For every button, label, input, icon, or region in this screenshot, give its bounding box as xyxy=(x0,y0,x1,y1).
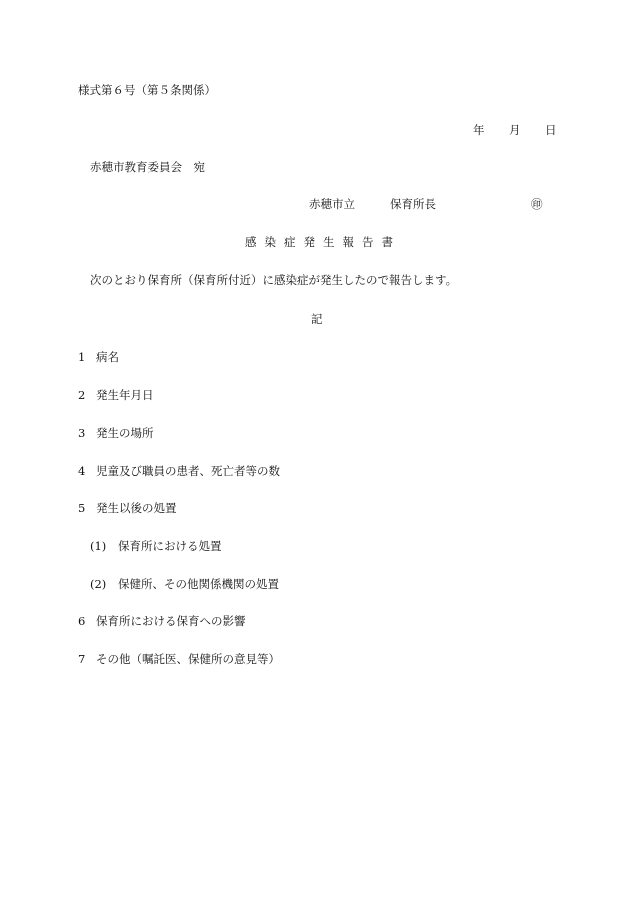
date-day-label: 日 xyxy=(545,123,557,137)
item-text: 発生年月日 xyxy=(96,388,154,402)
document-title: 感染症発生報告書 xyxy=(245,235,401,249)
item-number: 4 xyxy=(78,464,86,478)
ki-heading: 記 xyxy=(311,312,323,326)
form-number-label: 様式第６号（第５条関係） xyxy=(78,83,216,97)
seal-mark: ㊞ xyxy=(531,197,543,211)
item-text: 保育所における処置 xyxy=(118,539,222,553)
sender-title: 保育所長 xyxy=(390,197,436,211)
item-text: その他（嘱託医、保健所の意見等） xyxy=(96,652,280,666)
addressee: 赤穂市教育委員会 宛 xyxy=(90,160,205,174)
item-number: 3 xyxy=(78,426,86,440)
item-text: 病名 xyxy=(96,350,119,364)
intro-text: 次のとおり保育所（保育所付近）に感染症が発生したので報告します。 xyxy=(90,273,458,287)
item-text: 保健所、その他関係機関の処置 xyxy=(118,577,279,591)
sender-organization: 赤穂市立 xyxy=(309,197,355,211)
item-number: (1) xyxy=(90,539,107,553)
item-text: 発生の場所 xyxy=(96,426,154,440)
date-month-label: 月 xyxy=(509,123,521,137)
item-number: 6 xyxy=(78,614,86,628)
item-number: 2 xyxy=(78,388,86,402)
item-text: 児童及び職員の患者、死亡者等の数 xyxy=(96,464,280,478)
item-text: 発生以後の処置 xyxy=(96,501,177,515)
item-number: 5 xyxy=(78,501,86,515)
date-year-label: 年 xyxy=(473,123,485,137)
item-number: 1 xyxy=(78,350,86,364)
item-number: (2) xyxy=(90,577,107,591)
item-number: 7 xyxy=(78,652,86,666)
item-text: 保育所における保育への影響 xyxy=(96,614,246,628)
